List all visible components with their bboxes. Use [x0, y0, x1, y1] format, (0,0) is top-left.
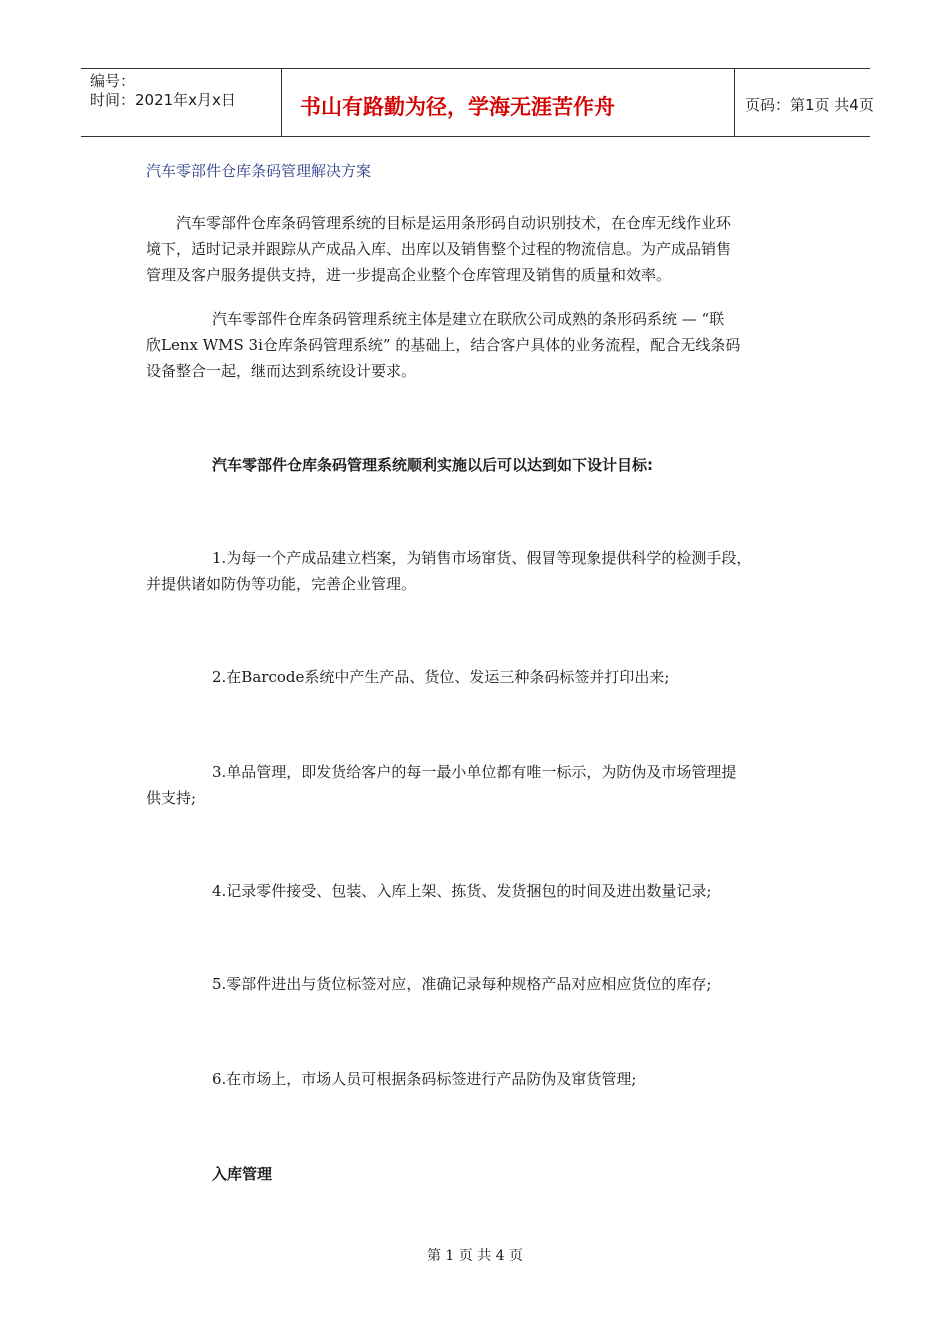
document-title: 汽车零部件仓库条码管理解决方案	[146, 162, 372, 180]
goal-item-2: 2.在Barcode系统中产生产品、货位、发运三种条码标签并打印出来;	[212, 668, 670, 686]
goal-item-3-line2: 供支持;	[146, 789, 197, 807]
page-label: 页码：第1页 共4页	[745, 96, 874, 114]
page-footer: 第 1 页 共 4 页	[426, 1248, 524, 1264]
goal-item-1-line1: 1.为每一个产成品建立档案，为销售市场窜货、假冒等现象提供科学的检测手段，	[212, 549, 752, 567]
date-label: 时间：2021年x月x日	[90, 91, 236, 109]
goal-item-1-line2: 并提供诸如防伪等功能，完善企业管理。	[146, 575, 417, 593]
para2-line3: 设备整合一起，继而达到系统设计要求。	[146, 362, 417, 380]
motto-text: 书山有路勤为径，学海无涯苦作舟	[300, 95, 615, 119]
goal-item-4: 4.记录零件接受、包装、入库上架、拣货、发货捆包的时间及进出数量记录;	[212, 882, 712, 900]
goal-item-3-line1: 3.单品管理，即发货给客户的每一最小单位都有唯一标示，为防伪及市场管理提	[212, 763, 737, 781]
para1-line2: 境下，适时记录并跟踪从产成品入库、出库以及销售整个过程的物流信息。为产成品销售	[146, 240, 732, 258]
goals-heading: 汽车零部件仓库条码管理系统顺利实施以后可以达到如下设计目标:	[212, 456, 654, 474]
goal-item-6: 6.在市场上，市场人员可根据条码标签进行产品防伪及窜货管理;	[212, 1070, 637, 1088]
para1-line3: 管理及客户服务提供支持，进一步提高企业整个仓库管理及销售的质量和效率。	[146, 266, 672, 284]
header-page-cell	[735, 69, 874, 136]
number-label: 编号：	[90, 72, 136, 90]
header-meta-cell	[81, 69, 282, 136]
para2-line2: 欣Lenx WMS 3i仓库条码管理系统” 的基础上，结合客户具体的业务流程，配合无线条码	[146, 336, 741, 354]
section-heading: 入库管理	[212, 1165, 273, 1183]
header-table	[81, 68, 874, 137]
header-motto-cell	[281, 69, 735, 136]
para2-line1: 汽车零部件仓库条码管理系统主体是建立在联欣公司成熟的条形码系统 — “联	[212, 310, 725, 328]
goal-item-5: 5.零部件进出与货位标签对应，准确记录每种规格产品对应相应货位的库存;	[212, 975, 712, 993]
para1-line1: 汽车零部件仓库条码管理系统的目标是运用条形码自动识别技术，在仓库无线作业环	[176, 214, 732, 232]
